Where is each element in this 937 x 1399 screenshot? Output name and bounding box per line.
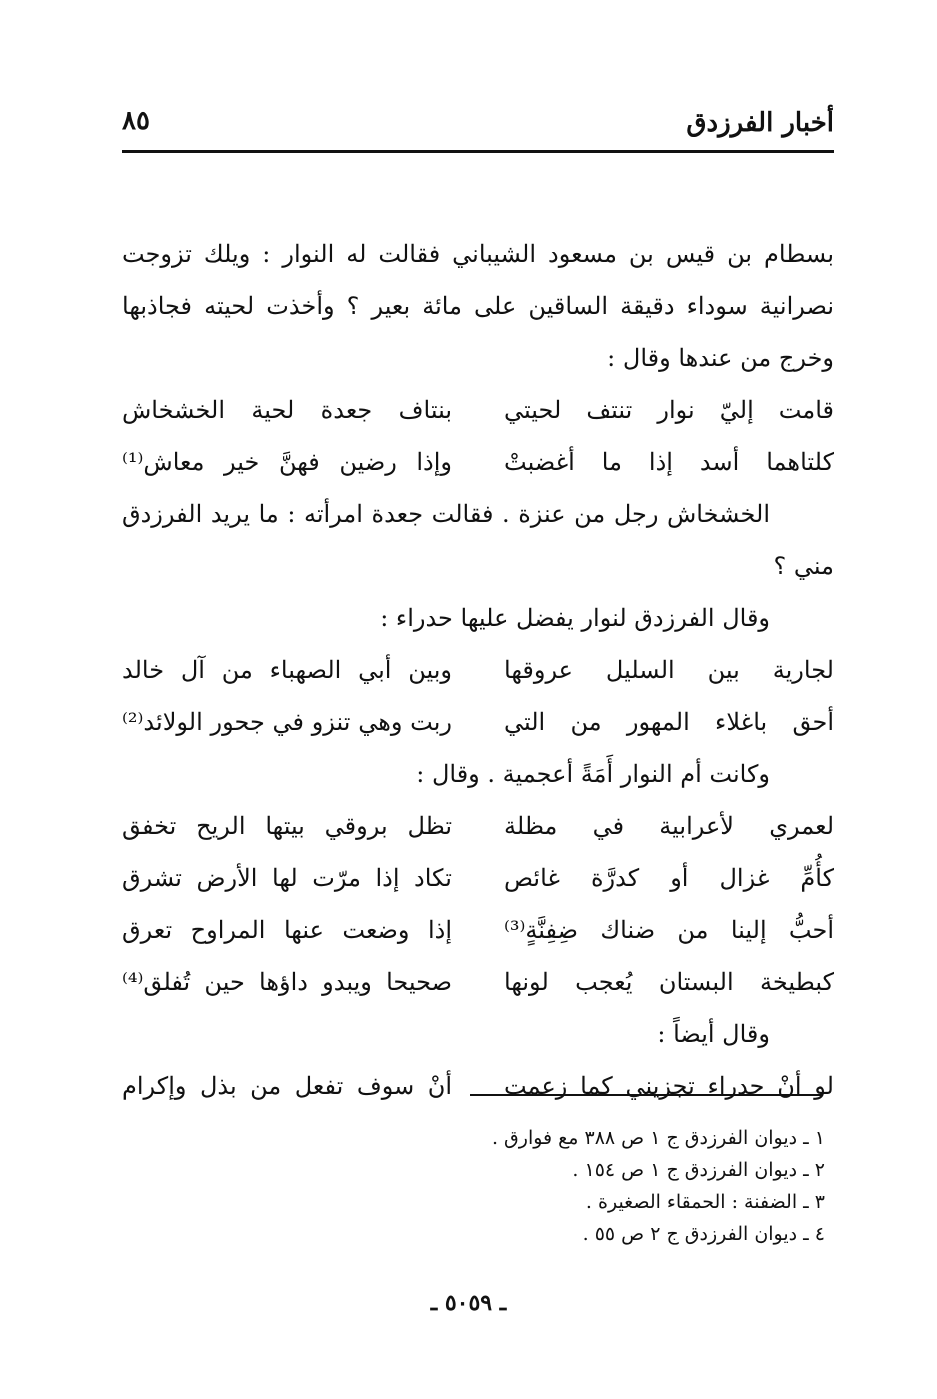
footnote-divider [470, 1094, 822, 1096]
verse-line [122, 384, 834, 436]
verse-second-hemistich: وإذا رضين فهنَّ خير معاش⁽¹⁾ [122, 448, 452, 476]
verse-second-hemistich: ربت وهي تنزو في جحور الولائد⁽²⁾ [122, 708, 452, 736]
paragraph-3: وقال الفرزدق لنوار يفضل عليها حدراء : [380, 604, 770, 632]
verse-second-hemistich: بنتاف جعدة لحية الخشخاش [122, 396, 452, 424]
footnote-1: ١ ـ ديوان الفرزدق ج ١ ص ٣٨٨ مع فوارق . [491, 1127, 825, 1149]
footnote-2: ٢ ـ ديوان الفرزدق ج ١ ص ١٥٤ . [572, 1159, 825, 1181]
page-header [122, 100, 834, 153]
verse-line [122, 800, 834, 852]
verse-line [122, 956, 834, 1008]
paragraph-5: وقال أيضاً : [657, 1020, 770, 1048]
footnotes [365, 1122, 825, 1250]
verse-line [122, 1060, 834, 1112]
verse-first-hemistich: لجارية بين السليل عروقها [504, 656, 834, 684]
verse-first-hemistich: لعمري لأعرابية في مظلة [504, 812, 834, 840]
verse-line [122, 436, 834, 488]
verse-second-hemistich: إذا وضعت عنها المراوح تعرق [122, 916, 452, 944]
verse-second-hemistich: صحيحا ويبدو داؤها حين تُفلق⁽⁴⁾ [122, 968, 452, 996]
verse-first-hemistich: قامت إليّ نوار تنتف لحيتي [504, 396, 834, 424]
running-title: أخبار الفرزدق [686, 108, 834, 138]
verse-line [122, 644, 834, 696]
footnote-3: ٣ ـ الضفنة : الحمقاء الصغيرة . [585, 1191, 825, 1213]
paragraph-1: بسطام بن قيس بن مسعود الشيباني فقالت له النوار : ويلك تزوجت نصرانية سوداء دقيقة الساقين على مائة بعير ؟ وأخذت لحيته فجاذبها وخرج من عندها وقال : [122, 240, 834, 372]
paragraph-4: وكانت أم النوار أَمَةً أعجمية . وقال : [416, 760, 770, 788]
paragraph-2: الخشخاش رجل من عنزة . فقالت جعدة امرأته : ما يريد الفرزدق مني ؟ [122, 500, 834, 580]
verse-first-hemistich: كبطيخة البستان يُعجب لونها [504, 968, 834, 996]
verse-line [122, 904, 834, 956]
page-body [122, 228, 834, 1112]
verse-second-hemistich: وبين أبي الصهباء من آل خالد [122, 656, 452, 684]
verse-first-hemistich: كلتاهما أسد إذا ما أغضبتْ [504, 448, 834, 476]
footnote-4: ٤ ـ ديوان الفرزدق ج ٢ ص ٥٥ . [582, 1223, 825, 1245]
page-number: ٨٥ [122, 106, 150, 136]
verse-second-hemistich: تظل بروقي بيتها الريح تخفق [122, 812, 452, 840]
verse-second-hemistich: تكاد إذا مرّت لها الأرض تشرق [122, 864, 452, 892]
verse-first-hemistich: لو أنْ حدراء تجزيني كما زعمت [504, 1072, 834, 1100]
verse-first-hemistich: أحق باغلاء المهور من التي [504, 708, 834, 736]
verse-line [122, 696, 834, 748]
folio-number: ـ ٥٠٥٩ ـ [430, 1290, 507, 1316]
verse-line [122, 852, 834, 904]
verse-first-hemistich: كأُمِّ غزال أو كدرَّة غائص [504, 864, 834, 892]
verse-first-hemistich: أحبُّ إلينا من ضناك ضِفِنَّةٍ⁽³⁾ [504, 916, 834, 944]
verse-second-hemistich: أنْ سوف تفعل من بذل وإكرام [122, 1072, 452, 1100]
